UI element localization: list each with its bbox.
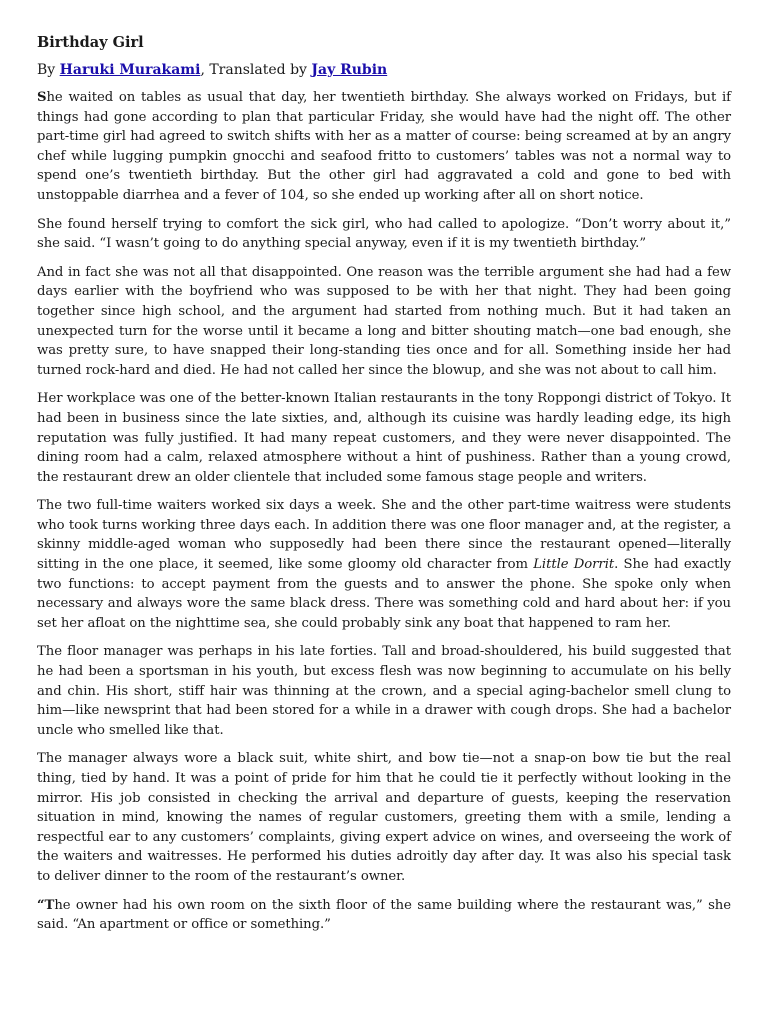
paragraph-text: . She had exactly two functions: to accept payment from the guests and to answer the phone. She spoke only when necessary and always wore the same black dress. There was something cold and hard about her: if you set her afloat on the nighttime sea, she could probably sink any boat that happened to ram her. bbox=[37, 557, 731, 631]
book-title-italic: Little Dorrit bbox=[533, 557, 615, 573]
paragraph-6: The floor manager was perhaps in his late forties. Tall and broad-shouldered, his build suggested that he had been a sportsman in his youth, but excess flesh was now beginning to accumulate on his belly and chin. His short, stiff hair was thinning at the crown, and a special aging-bachelor smell clung to him—like newsprint that had been stored for a while in a drawer with cough drops. She had a bachelor uncle who smelled like that. bbox=[37, 644, 731, 738]
paragraph-text: The two full-time waiters worked six days a week. She and the other part-time waitress were students who took turns working three days each. In addition there was one floor manager and, at the register, a skinny middle-aged woman who supposedly had been there since the restaurant opened—literally sitting in the one place, it seemed, like some gloomy old character from bbox=[37, 498, 731, 573]
paragraph-text: he waited on tables as usual that day, her twentieth birthday. She always worked on Fridays, but if things had gone according to plan that particular Friday, she would have had the night off. The other part-time girl had agreed to switch shifts with her as a matter of course: being screamed at by an angry chef while lugging pumpkin gnocchi and seafood fritto to customers’ tables was not a normal way to spend one’s twentieth birthday. But the other girl had aggravated a cold and gone to bed with unstoppable diarrhea and a fever of 104, so she ended up working after all on short notice. bbox=[37, 90, 731, 203]
paragraph-4: Her workplace was one of the better-known Italian restaurants in the tony Roppongi district of Tokyo. It had been in business since the late sixties, and, although its cuisine was hardly leading edge, its high reputation was fully justified. It had many repeat customers, and they were never disappointed. The dining room had a calm, relaxed atmosphere without a hint of pushiness. Rather than a young crowd, the restaurant drew an older clientele that included some famous stage people and writers. bbox=[37, 391, 731, 485]
translator-link[interactable]: Jay Rubin bbox=[311, 62, 388, 78]
paragraph-text: he owner had his own room on the sixth floor of the same building where the restaurant was,” she said. “An apartment or office or something.” bbox=[37, 897, 731, 933]
paragraph-3: And in fact she was not all that disappointed. One reason was the terrible argument she had had a few days earlier with the boyfriend who was supposed to be with her that night. They had been going together since high school, and the argument had started from nothing much. But it had taken an unexpected turn for the worse until it became a long and bitter shouting match—one bad enough, she was pretty sure, to have snapped their long-standing ties once and for all. Something inside her had turned rock-hard and died. He had not called her since the blowup, and she was not about to call him. bbox=[37, 264, 731, 378]
byline-by: By bbox=[37, 62, 60, 78]
paragraph-2: She found herself trying to comfort the sick girl, who had called to apologize. “Don’t worry about it,” she said. “I wasn’t going to do anything special anyway, even if it is my twentieth birthday.” bbox=[37, 216, 731, 252]
author-link[interactable]: Haruki Murakami bbox=[59, 62, 201, 78]
paragraph-lead-letter: S bbox=[37, 90, 47, 105]
byline bbox=[37, 61, 731, 79]
story-title: Birthday Girl bbox=[37, 34, 144, 51]
paragraph-5 bbox=[37, 496, 731, 633]
paragraph-8 bbox=[37, 896, 731, 935]
paragraph-lead-letter: “T bbox=[37, 897, 55, 913]
paragraph-1 bbox=[37, 88, 731, 206]
byline-translated-by: , Translated by bbox=[200, 62, 312, 78]
paragraph-7: The manager always wore a black suit, white shirt, and bow tie—not a snap-on bow tie but the real thing, tied by hand. It was a point of pride for him that he could tie it perfectly without looking in the mirror. His job consisted in checking the arrival and departure of guests, keeping the reservation situation in mind, knowing the names of regular customers, greeting them with a smile, lending a respectful ear to any customers’ complaints, giving expert advice on wines, and overseeing the work of the waiters and waitresses. He performed his duties adroitly day after day. It was also his special task to deliver dinner to the room of the restaurant’s owner. bbox=[37, 751, 731, 884]
